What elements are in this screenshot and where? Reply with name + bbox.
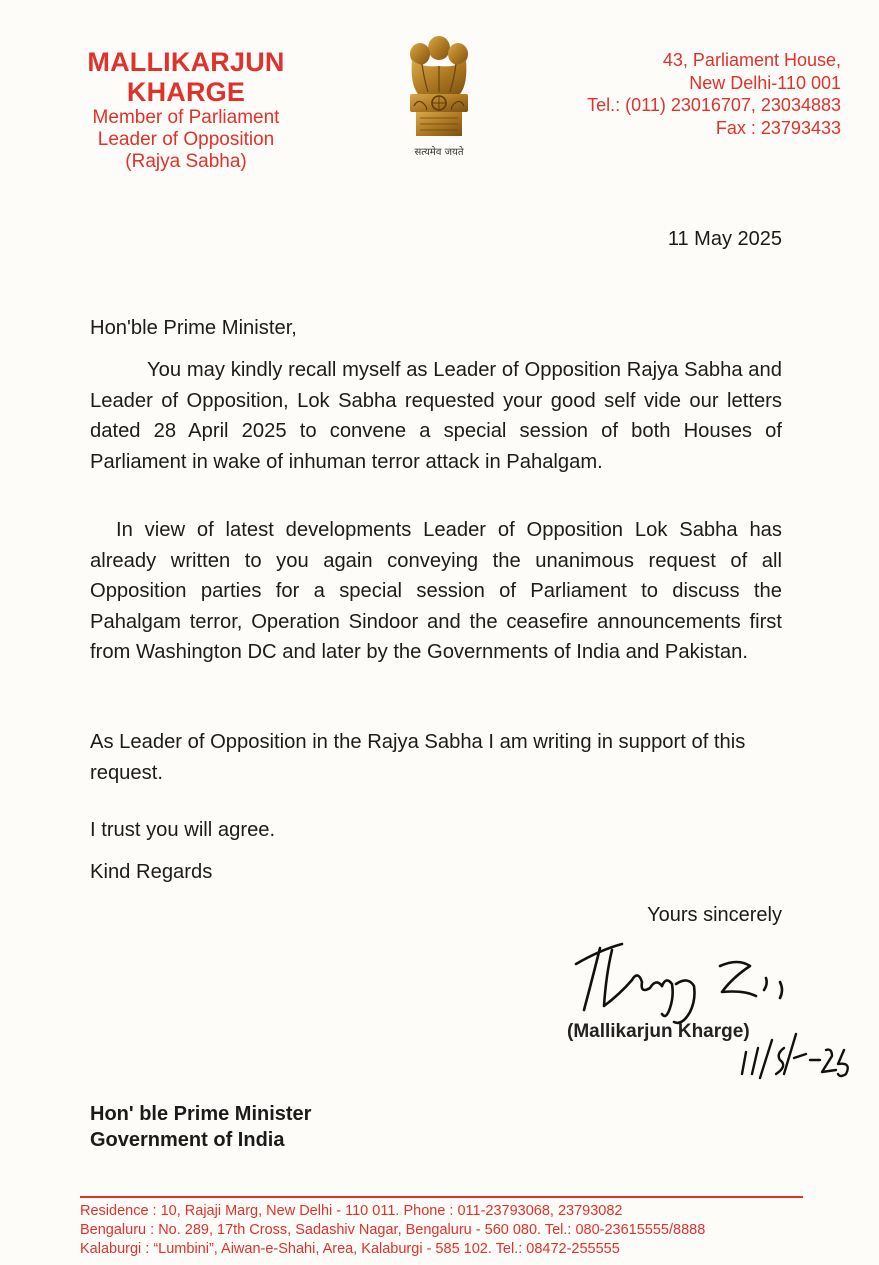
footer-bengaluru: Bengaluru : No. 289, 17th Cross, Sadashiv Nagar, Bengaluru - 560 080. Tel.: 080-23615555/8888 [80, 1222, 706, 1238]
signatory-name: (Mallikarjun Kharge) [567, 1021, 750, 1042]
address-phone: Tel.: (011) 23016707, 23034883 [587, 95, 841, 115]
paragraph-2: In view of latest developments Leader of Opposition Lok Sabha has already written to you again conveying the unanimous request of all Opposition parties for a special session of Parliament to discuss the Pahalgam terror, Operation Sindoor and the ceasefire announcements first from Washington DC and later by the Governments of India and Pakistan. [90, 519, 782, 663]
national-emblem [396, 34, 482, 164]
addressee-line-1: Hon' ble Prime Minister [90, 1103, 312, 1125]
letter-date: 11 May 2025 [667, 228, 782, 250]
footer-residence: Residence : 10, Rajaji Marg, New Delhi - 110 011. Phone : 011-23793068, 23793082 [80, 1203, 623, 1219]
closing: Yours sincerely [647, 904, 782, 926]
paragraph-4: I trust you will agree. [90, 819, 276, 841]
handwritten-signature [570, 930, 860, 1080]
lion-capital-icon [400, 34, 478, 142]
paragraph-1: You may kindly recall myself as Leader of Opposition Rajya Sabha and Leader of Opposition, Lok Sabha requested your good self vide our letters dated 28 April 2025 to convene a special session of both Houses of Parliament in wake of inhuman terror attack in Pahalgam. [90, 359, 782, 473]
footer-divider [80, 1196, 803, 1198]
sender-title-2: Leader of Opposition [97, 129, 275, 150]
sender-title-1: Member of Parliament [92, 107, 280, 128]
letterhead-sender [36, 47, 336, 173]
regards: Kind Regards [90, 861, 213, 883]
address-line-2: New Delhi-110 001 [689, 72, 841, 93]
address-fax: Fax : 23793433 [715, 117, 841, 138]
footer-addresses [80, 1202, 820, 1259]
footer-kalaburgi: Kalaburgi : “Lumbini”, Aiwan-e-Shahi, Area, Kalaburgi - 585 102. Tel.: 08472-255555 [80, 1241, 620, 1257]
sender-title-3: (Rajya Sabha) [125, 151, 247, 172]
emblem-motto: सत्यमेव जयते [414, 147, 464, 158]
paragraph-3: As Leader of Opposition in the Rajya Sabha I am writing in support of this request. [90, 731, 746, 784]
letterhead-address [541, 49, 841, 139]
sender-name: MALLIKARJUN KHARGE [87, 47, 285, 107]
addressee [90, 1101, 311, 1153]
addressee-line-2: Government of India [90, 1129, 285, 1151]
address-line-1: 43, Parliament House, [662, 50, 841, 70]
salutation: Hon'ble Prime Minister, [90, 317, 297, 339]
